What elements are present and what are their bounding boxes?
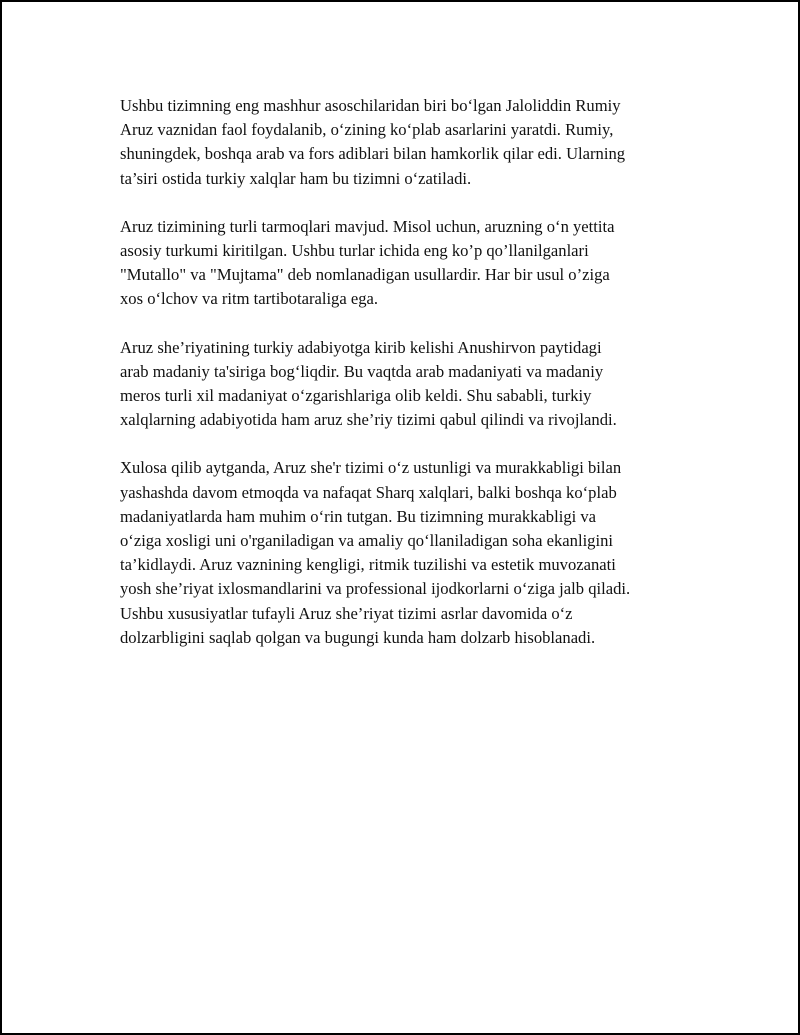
paragraph-1	[120, 94, 705, 191]
text-line: Aruz vaznidan faol foydalanib, o‘zining ko‘plab asarlarini yaratdi. Rumiy,	[120, 120, 614, 140]
paragraph-3	[120, 336, 705, 433]
text-line: arab madaniy ta'siriga bog‘liqdir. Bu vaqtda arab madaniyati va madaniy	[120, 361, 604, 381]
text-line: dolzarbligini saqlab qolgan va bugungi kunda ham dolzarb hisoblanadi.	[120, 627, 596, 647]
text-line: yashashda davom etmoqda va nafaqat Sharq xalqlari, balki boshqa ko‘plab	[120, 482, 617, 502]
paragraph-4	[120, 456, 705, 650]
document-body	[120, 94, 705, 674]
text-line: xos o‘lchov va ritm tartibotaraliga ega.	[120, 289, 379, 309]
text-line: shuningdek, boshqa arab va fors adiblari bilan hamkorlik qilar edi. Ularning	[120, 144, 626, 164]
text-line: madaniyatlarda ham muhim o‘rin tutgan. Bu tizimning murakkabligi va	[120, 506, 597, 526]
text-line: Aruz tizimining turli tarmoqlari mavjud. Misol uchun, aruzning o‘n yettita	[120, 216, 615, 236]
text-line: asosiy turkumi kiritilgan. Ushbu turlar ichida eng ko’p qo’llanilganlari	[120, 241, 589, 261]
text-line: meros turli xil madaniyat o‘zgarishlariga olib keldi. Shu sababli, turkiy	[120, 386, 592, 406]
text-line: Ushbu tizimning eng mashhur asoschilaridan biri bo‘lgan Jaloliddin Rumiy	[120, 96, 621, 115]
paragraph-2	[120, 215, 705, 312]
text-line: o‘ziga xosligi uni o'rganiladigan va amaliy qo‘llaniladigan soha ekanligini	[120, 531, 613, 551]
text-line: "Mutallo" va "Mujtama" deb nomlanadigan usullardir. Har bir usul o’ziga	[120, 265, 610, 285]
text-line: ta’kidlaydi. Aruz vaznining kengligi, ritmik tuzilishi va estetik muvozanati	[120, 555, 616, 575]
text-line: Xulosa qilib aytganda, Aruz she'r tizimi o‘z ustunligi va murakkabligi bilan	[120, 458, 622, 478]
text-line: ta’siri ostida turkiy xalqlar ham bu tizimni o‘zatiladi.	[120, 168, 472, 188]
text-line: xalqlarning adabiyotida ham aruz she’riy tizimi qabul qilindi va rivojlandi.	[120, 410, 617, 430]
text-line: yosh she’riyat ixlosmandlarini va professional ijodkorlarni o‘ziga jalb qiladi.	[120, 579, 631, 599]
text-line: Aruz she’riyatining turkiy adabiyotga kirib kelishi Anushirvon paytidagi	[120, 337, 602, 357]
text-line: Ushbu xususiyatlar tufayli Aruz she’riyat tizimi asrlar davomida o‘z	[120, 603, 573, 623]
